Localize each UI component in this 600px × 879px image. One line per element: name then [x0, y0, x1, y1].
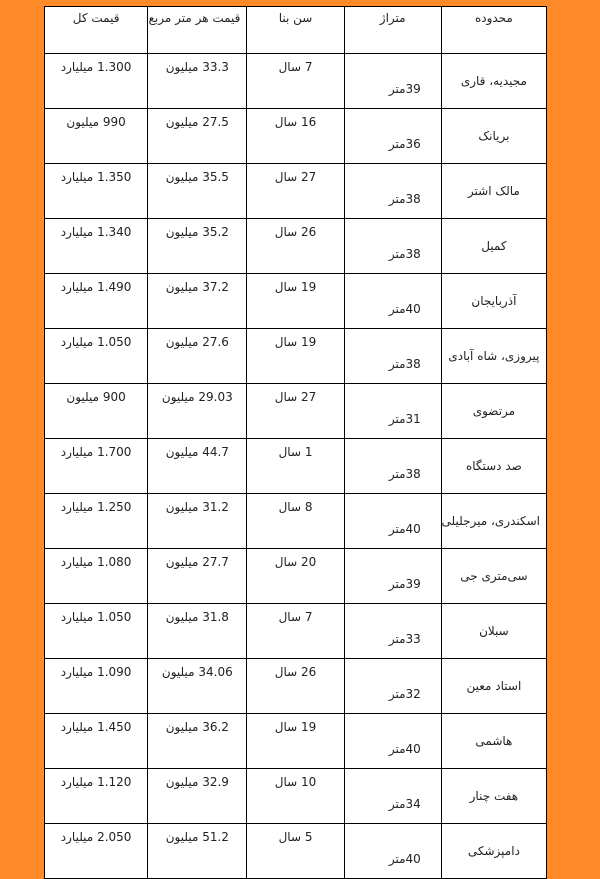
cell-area: 40متر [344, 494, 441, 549]
table-row [45, 714, 547, 769]
table-row [45, 384, 547, 439]
cell-total-price: 1.080 میلیارد [45, 549, 148, 604]
cell-age: 16 سال [247, 109, 344, 164]
cell-total-price: 2.050 میلیارد [45, 824, 148, 879]
cell-price-per-meter: 27.5 میلیون [148, 109, 247, 164]
cell-price-per-meter: 33.3 میلیون [148, 54, 247, 109]
table-row [45, 604, 547, 659]
cell-total-price: 990 میلیون [45, 109, 148, 164]
cell-price-per-meter: 35.2 میلیون [148, 219, 247, 274]
cell-age: 27 سال [247, 384, 344, 439]
cell-total-price: 1.090 میلیارد [45, 659, 148, 714]
cell-region: پیروزی، شاه آبادی [441, 329, 546, 384]
cell-area: 40متر [344, 274, 441, 329]
cell-price-per-meter: 29.03 میلیون [148, 384, 247, 439]
cell-price-per-meter: 35.5 میلیون [148, 164, 247, 219]
table-row [45, 494, 547, 549]
cell-total-price: 1.350 میلیارد [45, 164, 148, 219]
cell-area: 32متر [344, 659, 441, 714]
cell-age: 7 سال [247, 54, 344, 109]
table-row [45, 769, 547, 824]
cell-region: بریانک [441, 109, 546, 164]
cell-total-price: 1.120 میلیارد [45, 769, 148, 824]
cell-total-price: 1.490 میلیارد [45, 274, 148, 329]
cell-area: 40متر [344, 714, 441, 769]
cell-total-price: 1.340 میلیارد [45, 219, 148, 274]
cell-price-per-meter: 31.8 میلیون [148, 604, 247, 659]
cell-total-price: 1.300 میلیارد [45, 54, 148, 109]
cell-age: 20 سال [247, 549, 344, 604]
cell-region: استاد معین [441, 659, 546, 714]
cell-area: 40متر [344, 824, 441, 879]
cell-age: 19 سال [247, 329, 344, 384]
cell-region: کمیل [441, 219, 546, 274]
cell-price-per-meter: 27.6 میلیون [148, 329, 247, 384]
cell-region: هفت چنار [441, 769, 546, 824]
cell-region: اسکندری، میرجلیلی [441, 494, 546, 549]
cell-price-per-meter: 31.2 میلیون [148, 494, 247, 549]
cell-age: 8 سال [247, 494, 344, 549]
cell-price-per-meter: 36.2 میلیون [148, 714, 247, 769]
cell-price-per-meter: 37.2 میلیون [148, 274, 247, 329]
cell-region: سی‌متری جی [441, 549, 546, 604]
cell-total-price: 1.250 میلیارد [45, 494, 148, 549]
cell-region: مرتضوی [441, 384, 546, 439]
table-body [45, 54, 547, 879]
cell-price-per-meter: 27.7 میلیون [148, 549, 247, 604]
cell-area: 38متر [344, 219, 441, 274]
cell-region: دامپزشکی [441, 824, 546, 879]
apartment-price-table [44, 6, 547, 879]
cell-region: سبلان [441, 604, 546, 659]
cell-total-price: 1.450 میلیارد [45, 714, 148, 769]
cell-age: 26 سال [247, 219, 344, 274]
cell-region: صد دستگاه [441, 439, 546, 494]
header-region: محدوده [441, 7, 546, 54]
cell-region: هاشمی [441, 714, 546, 769]
cell-total-price: 1.050 میلیارد [45, 329, 148, 384]
table-row [45, 824, 547, 879]
cell-area: 33متر [344, 604, 441, 659]
table-row [45, 549, 547, 604]
cell-age: 19 سال [247, 274, 344, 329]
table-row [45, 109, 547, 164]
cell-area: 38متر [344, 329, 441, 384]
cell-age: 5 سال [247, 824, 344, 879]
cell-area: 39متر [344, 549, 441, 604]
table-row [45, 329, 547, 384]
header-age: سن بنا [247, 7, 344, 54]
cell-region: مالک اشتر [441, 164, 546, 219]
cell-area: 38متر [344, 439, 441, 494]
cell-area: 38متر [344, 164, 441, 219]
header-area: متراژ [344, 7, 441, 54]
cell-price-per-meter: 32.9 میلیون [148, 769, 247, 824]
cell-area: 31متر [344, 384, 441, 439]
header-total-price: قیمت کل [45, 7, 148, 54]
cell-region: آذربایجان [441, 274, 546, 329]
cell-age: 7 سال [247, 604, 344, 659]
table-row [45, 659, 547, 714]
cell-age: 26 سال [247, 659, 344, 714]
cell-age: 19 سال [247, 714, 344, 769]
cell-price-per-meter: 34.06 میلیون [148, 659, 247, 714]
cell-total-price: 1.050 میلیارد [45, 604, 148, 659]
cell-total-price: 1.700 میلیارد [45, 439, 148, 494]
cell-price-per-meter: 51.2 میلیون [148, 824, 247, 879]
cell-area: 34متر [344, 769, 441, 824]
table-row [45, 54, 547, 109]
cell-age: 1 سال [247, 439, 344, 494]
table-header-row [45, 7, 547, 54]
header-price-per-meter: قیمت هر متر مربع [148, 7, 247, 54]
table-row [45, 439, 547, 494]
price-table-sheet [44, 6, 547, 866]
table-row [45, 274, 547, 329]
cell-region: مجیدیه، قاری [441, 54, 546, 109]
cell-age: 10 سال [247, 769, 344, 824]
cell-age: 27 سال [247, 164, 344, 219]
cell-price-per-meter: 44.7 میلیون [148, 439, 247, 494]
cell-total-price: 900 میلیون [45, 384, 148, 439]
table-row [45, 219, 547, 274]
cell-area: 39متر [344, 54, 441, 109]
cell-area: 36متر [344, 109, 441, 164]
table-row [45, 164, 547, 219]
